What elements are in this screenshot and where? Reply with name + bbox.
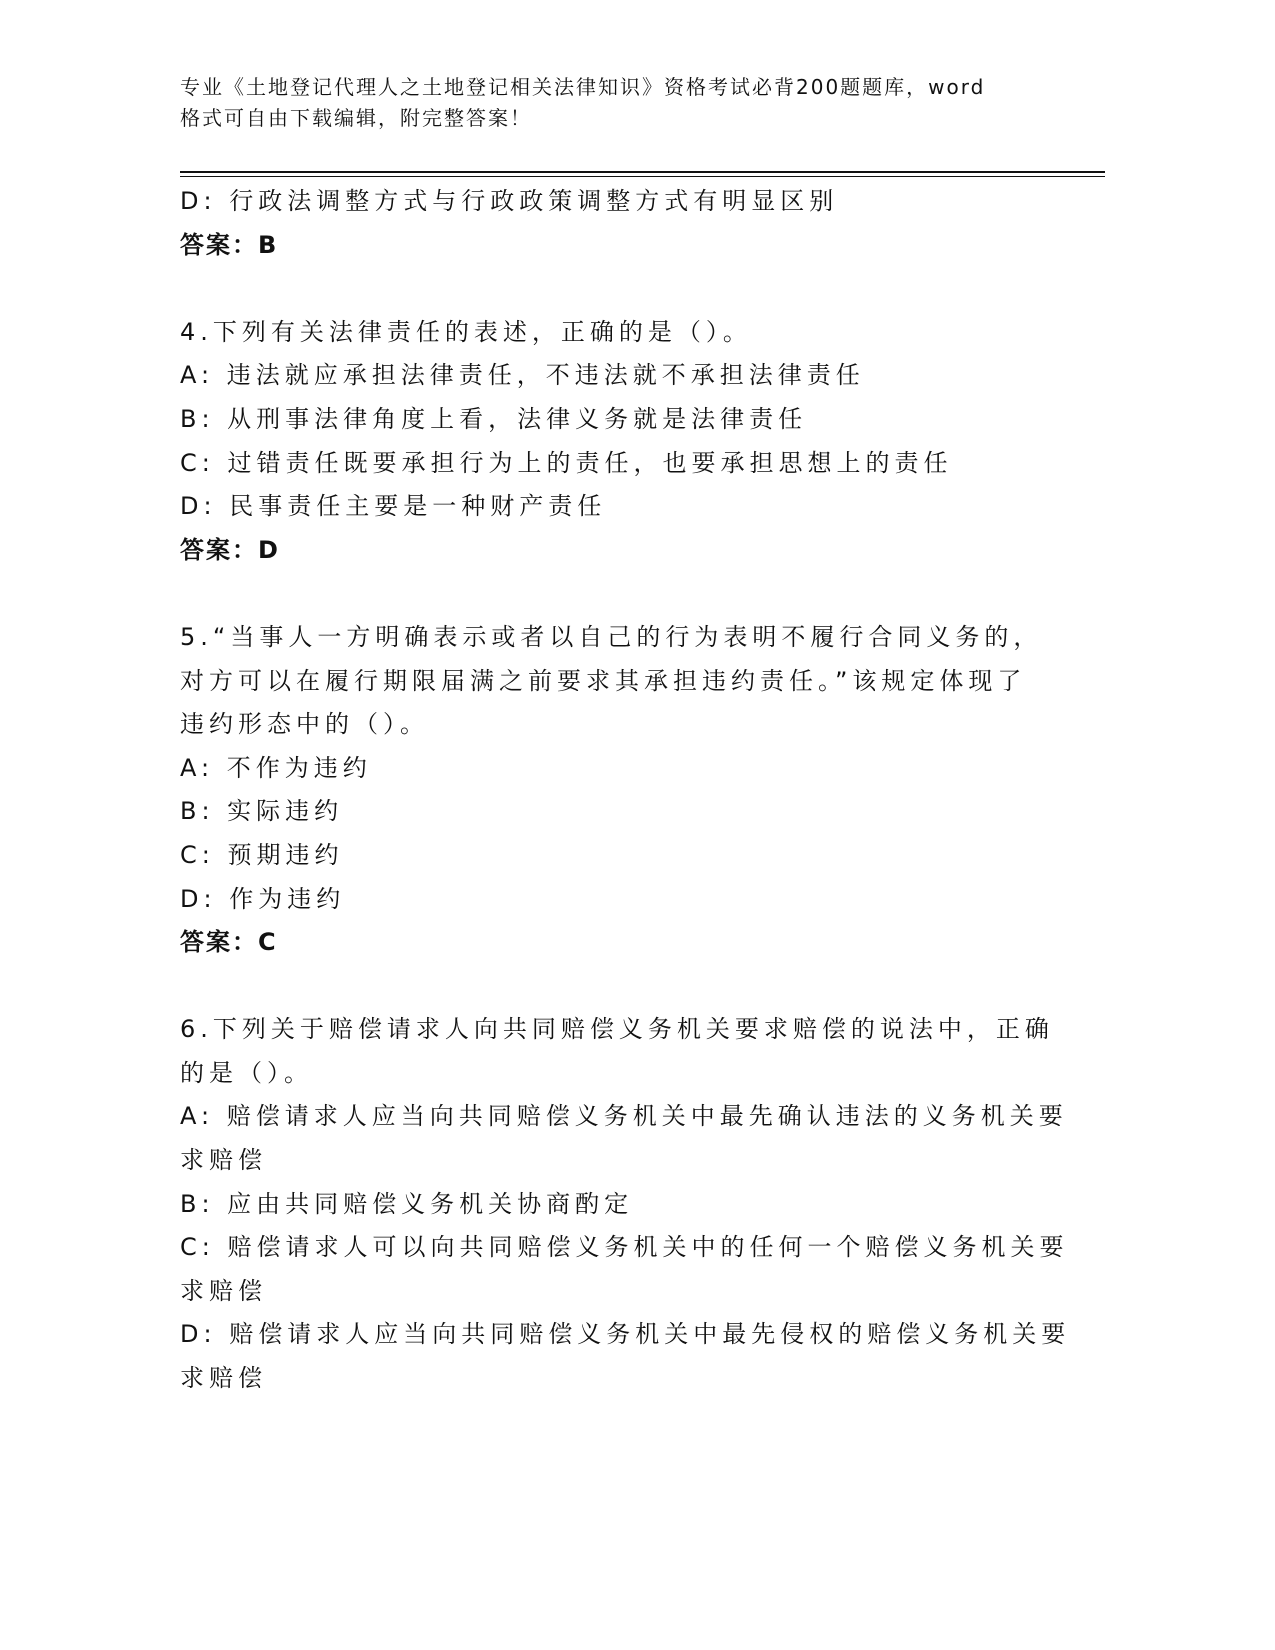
question-line: 求赔偿: [180, 1364, 267, 1393]
question-line: 求赔偿: [180, 1276, 267, 1305]
question-block: [180, 311, 1080, 573]
question-line: A: 违法就应承担法律责任，不违法就不承担法律责任: [180, 361, 865, 390]
question-line: C: 赔偿请求人可以向共同赔偿义务机关中的任何一个赔偿义务机关要: [180, 1233, 1069, 1262]
question-line: B: 从刑事法律角度上看，法律义务就是法律责任: [180, 404, 808, 433]
question-line: C: 过错责任既要承担行为上的责任，也要承担思想上的责任: [180, 448, 953, 477]
question-block: [180, 616, 1080, 965]
header-line: 格式可自由下载编辑，附完整答案！: [180, 106, 532, 130]
header-divider: [180, 171, 1105, 173]
spacer: [180, 267, 1080, 311]
answer-line: 答案：B: [180, 230, 279, 259]
question-line: C: 预期违约: [180, 840, 344, 869]
header-line: 专业《土地登记代理人之土地登记相关法律知识》资格考试必背200题题库，word: [180, 75, 986, 99]
question-block: [180, 180, 1080, 267]
question-line: 的是（）。: [180, 1058, 313, 1087]
question-line: D: 作为违约: [180, 884, 346, 913]
question-block: [180, 1008, 1080, 1400]
question-line: D: 赔偿请求人应当向共同赔偿义务机关中最先侵权的赔偿义务机关要: [180, 1320, 1071, 1349]
question-list: [180, 180, 1080, 1401]
spacer: [180, 965, 1080, 1009]
question-line: 违约形态中的（）。: [180, 710, 429, 739]
question-line: A: 不作为违约: [180, 753, 372, 782]
question-line: 对方可以在履行期限届满之前要求其承担违约责任。”该规定体现了: [180, 666, 1027, 695]
question-line: B: 应由共同赔偿义务机关协商酌定: [180, 1189, 634, 1218]
question-line: A: 赔偿请求人应当向共同赔偿义务机关中最先确认违法的义务机关要: [180, 1102, 1068, 1131]
answer-line: 答案：C: [180, 928, 278, 957]
question-line: B: 实际违约: [180, 797, 344, 826]
document-header: [180, 72, 1080, 134]
question-line: 4.下列有关法律责任的表述，正确的是（）。: [180, 317, 752, 346]
answer-line: 答案：D: [180, 535, 280, 564]
question-line: D: 行政法调整方式与行政政策调整方式有明显区别: [180, 187, 839, 215]
header-divider: [180, 176, 1105, 177]
question-line: 求赔偿: [180, 1146, 267, 1175]
question-line: 5.“当事人一方明确表示或者以自己的行为表明不履行合同义务的，: [180, 622, 1043, 651]
question-line: D: 民事责任主要是一种财产责任: [180, 492, 607, 521]
spacer: [180, 572, 1080, 616]
question-line: 6.下列关于赔偿请求人向共同赔偿义务机关要求赔偿的说法中，正确: [180, 1015, 1054, 1044]
